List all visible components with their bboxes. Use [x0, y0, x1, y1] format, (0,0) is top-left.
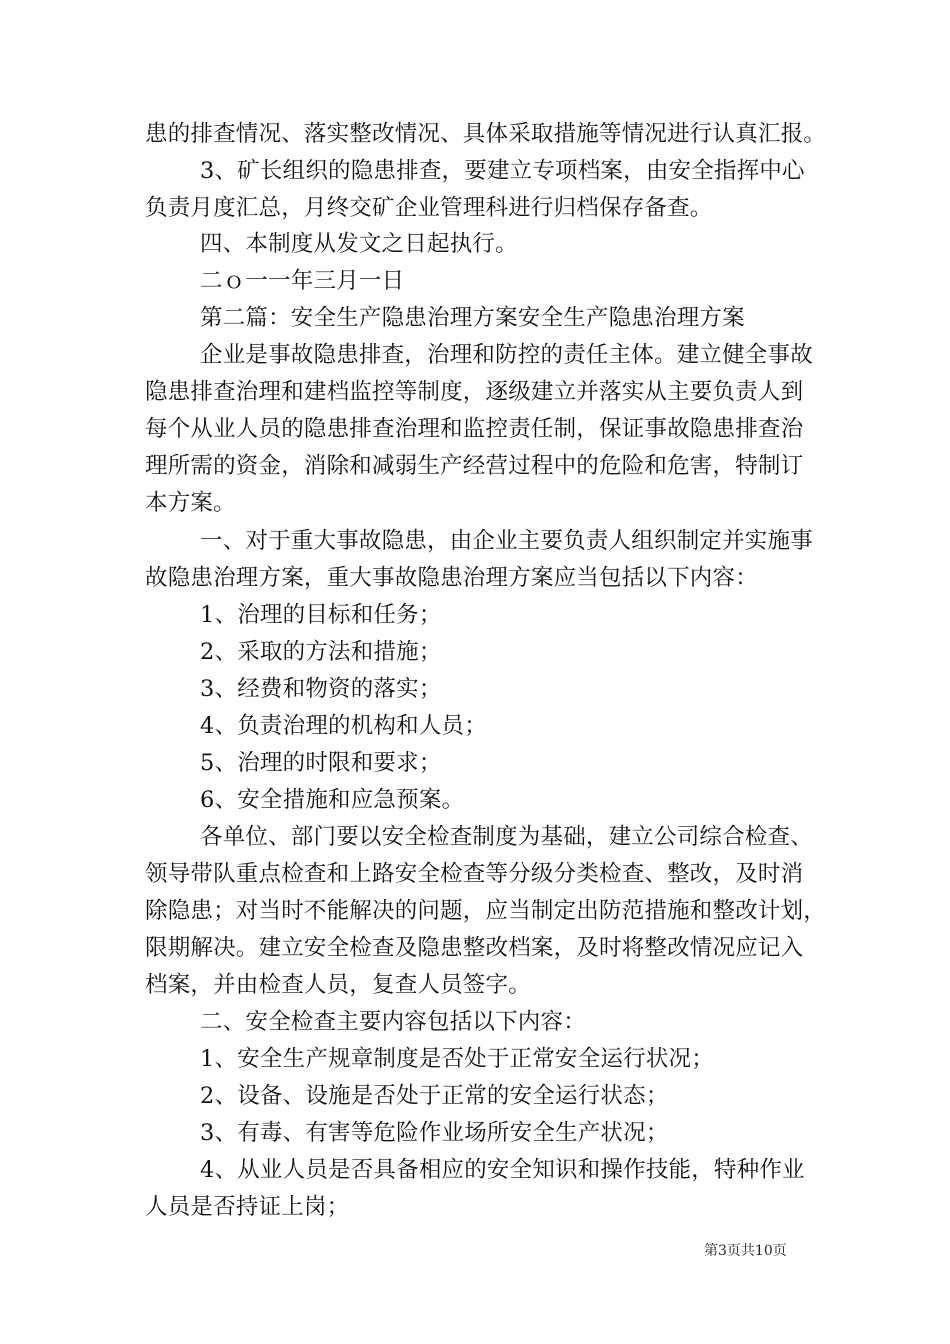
text-line: 患的排查情况、落实整改情况、具体采取措施等情况进行认真汇报。 [145, 121, 827, 147]
text-line: 各单位、部门要以安全检查制度为基础，建立公司综合检查、 [200, 824, 813, 850]
text-line: 企业是事故隐患排查，治理和防控的责任主体。建立健全事故 [200, 342, 813, 368]
text-line: 理所需的资金，消除和减弱生产经营过程中的危险和危害，特制订 [145, 453, 804, 479]
text-line: 人员是否持证上岗； [145, 1194, 350, 1220]
list-item: 2、采取的方法和措施； [200, 639, 442, 665]
text-line: 负责月度汇总，月终交矿企业管理科进行归档保存备查。 [145, 195, 713, 221]
list-item: 4、从业人员是否具备相应的安全知识和操作技能，特种作业 [200, 1157, 805, 1183]
date-line: 二ｏ一一年三月一日 [200, 268, 405, 294]
text-line: 一、对于重大事故隐患，由企业主要负责人组织制定并实施事 [200, 528, 813, 554]
text-line: 限期解决。建立安全检查及隐患整改档案，及时将整改情况应记入 [145, 935, 804, 961]
text-line: 本方案。 [145, 490, 236, 516]
list-item: 3、经费和物资的落实； [200, 676, 442, 702]
text-line: 故隐患治理方案，重大事故隐患治理方案应当包括以下内容： [145, 565, 758, 591]
list-item: 1、治理的目标和任务； [200, 602, 442, 628]
text-line: 3、矿长组织的隐患排查，要建立专项档案，由安全指挥中心 [200, 158, 805, 184]
text-line: 二、安全检查主要内容包括以下内容： [200, 1009, 586, 1035]
list-item: 5、治理的时限和要求； [200, 750, 442, 776]
section-heading: 第二篇：安全生产隐患治理方案安全生产隐患治理方案 [200, 305, 745, 331]
list-item: 6、安全措施和应急预案。 [200, 787, 465, 813]
list-item: 2、设备、设施是否处于正常的安全运行状态； [200, 1083, 669, 1109]
text-line: 除隐患；对当时不能解决的问题，应当制定出防范措施和整改计划， [145, 898, 827, 924]
text-line: 领导带队重点检查和上路安全检查等分级分类检查、整改，及时消 [145, 861, 804, 887]
page-number: 第3页共10页 [704, 1243, 787, 1259]
list-item: 1、安全生产规章制度是否处于正常安全运行状况； [200, 1046, 714, 1072]
list-item: 3、有毒、有害等危险作业场所安全生产状况； [200, 1120, 669, 1146]
text-line: 每个从业人员的隐患排查治理和监控责任制，保证事故隐患排查治 [145, 416, 804, 442]
text-line: 档案，并由检查人员，复查人员签字。 [145, 972, 531, 998]
list-item: 4、负责治理的机构和人员； [200, 713, 487, 739]
text-line: 四、本制度从发文之日起执行。 [200, 231, 518, 257]
text-line: 隐患排查治理和建档监控等制度，逐级建立并落实从主要负责人到 [145, 379, 804, 405]
